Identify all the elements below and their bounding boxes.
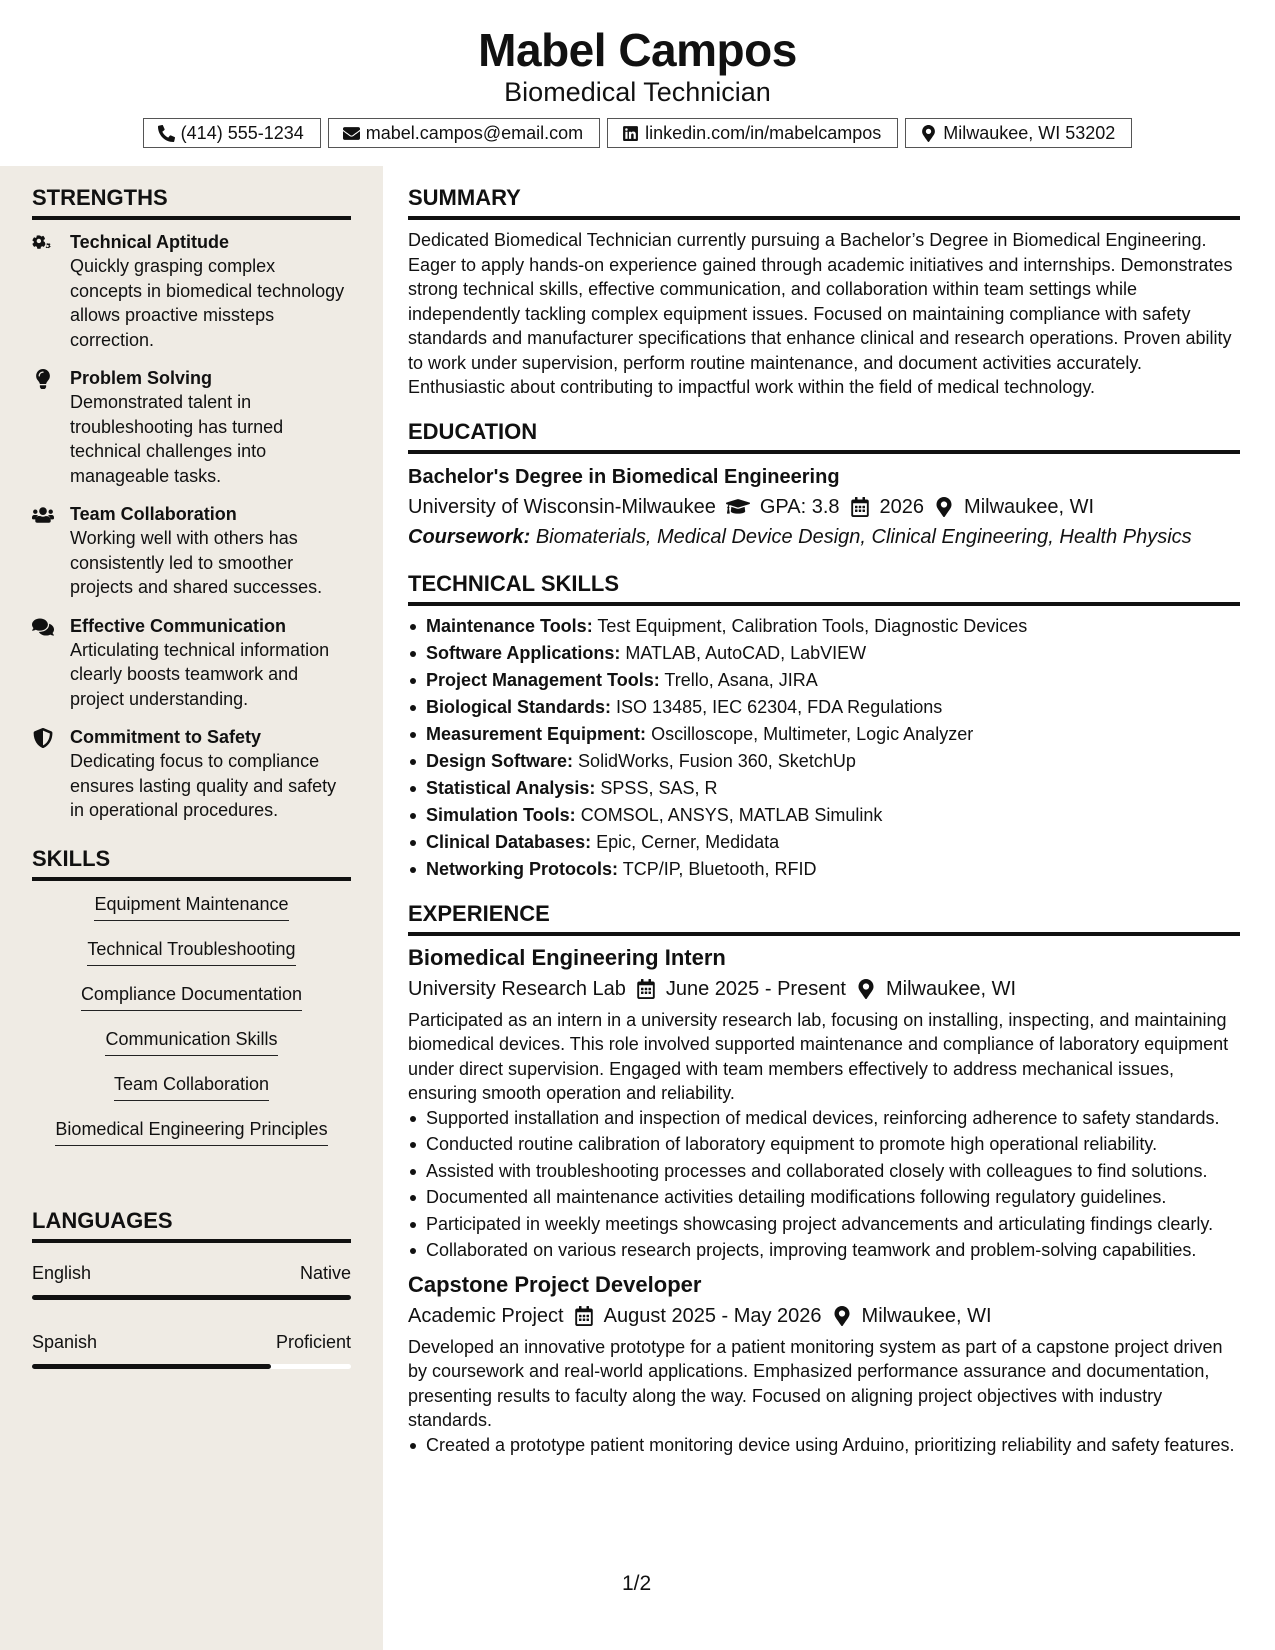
coursework-list: Biomaterials, Medical Device Design, Clinical Engineering, Health Physics (535, 525, 1192, 548)
skill-values: Epic, Cerner, Medidata (596, 832, 780, 853)
resume-header (0, 0, 1275, 166)
job-entry (408, 1271, 1240, 1458)
strength-desc: Quickly grasping complex concepts in biomedical technology allows proactive missteps correction. (70, 256, 345, 350)
strength-title: Problem Solving (70, 368, 213, 388)
experience-heading: EXPERIENCE (408, 900, 1240, 936)
strength-title: Team Collaboration (70, 504, 237, 524)
skill-values: Trello, Asana, JIRA (664, 669, 818, 690)
job-entry (408, 944, 1240, 1263)
page-number: 1/2 (622, 1572, 652, 1595)
skill-tag: Team Collaboration (114, 1071, 269, 1101)
strength-item (32, 614, 351, 712)
contact-location (905, 118, 1132, 148)
list-item (408, 641, 1240, 666)
strength-desc: Dedicating focus to compliance ensures lasting quality and safety in operational procedures. (70, 751, 337, 820)
education-heading: EDUCATION (408, 418, 1240, 454)
graduation-year: 2026 (879, 495, 925, 518)
job-bullets (408, 1433, 1240, 1458)
candidate-title: Biomedical Technician (504, 77, 771, 107)
list-item (408, 695, 1240, 720)
skill-values: SPSS, SAS, R (600, 778, 718, 799)
job-meta (408, 1301, 1240, 1331)
school-name: University of Wisconsin-Milwaukee (408, 495, 716, 518)
job-title: Biomedical Engineering Intern (408, 944, 726, 970)
strength-item (32, 725, 351, 823)
gears-icon (32, 233, 54, 253)
envelope-icon (343, 125, 360, 142)
skill-category: Clinical Databases: (426, 832, 592, 853)
technical-skills-section (408, 570, 1240, 882)
job-org: University Research Lab (408, 977, 626, 1000)
degree-title: Bachelor's Degree in Biomedical Engineering (408, 465, 840, 488)
strength-title: Technical Aptitude (70, 232, 230, 252)
contact-location-text: Milwaukee, WI 53202 (943, 122, 1116, 143)
strength-item (32, 502, 351, 600)
map-pin-icon (832, 1306, 852, 1326)
lightbulb-icon (32, 369, 54, 389)
skills-section (32, 845, 351, 1161)
coursework-label: Coursework: (408, 525, 531, 548)
map-pin-icon (934, 497, 954, 517)
gpa: GPA: 3.8 (759, 495, 840, 518)
job-location: Milwaukee, WI (861, 1304, 992, 1327)
language-level: Native (299, 1262, 351, 1283)
skill-category: Measurement Equipment: (426, 723, 647, 744)
list-item (408, 776, 1240, 801)
language-name: English (32, 1262, 92, 1283)
list-item (408, 614, 1240, 639)
contact-bar (0, 118, 1275, 148)
skill-tag: Compliance Documentation (81, 981, 302, 1011)
users-icon (32, 505, 54, 525)
sidebar (0, 166, 383, 1650)
calendar-icon (850, 497, 870, 517)
job-title: Capstone Project Developer (408, 1271, 702, 1297)
language-proficiency-fill (32, 1295, 351, 1300)
comments-icon (32, 617, 54, 637)
calendar-icon (574, 1306, 594, 1326)
education-meta (408, 492, 1240, 522)
summary-text: Dedicated Biomedical Technician currently pursuing a Bachelor’s Degree in Biomedical Engineering. Eager to apply hands-on experience gained through academic initiatives and internships. Demonstrates strong technical skills, effective communication, and collaboration within team settings while independently tackling complex equipment issues. Focused on maintaining compliance with safety standards and manufacturer specifications that enhance clinical and research operations. Proven ability to work under supervision, perform routine maintenance, and document activities accurately. Enthusiastic about contributing to impactful work within the field of medical technology. (408, 230, 1233, 397)
education-section (408, 418, 1240, 552)
phone-icon (158, 125, 175, 142)
list-item: Assisted with troubleshooting processes and collaborated closely with colleagues to find solutions. (408, 1159, 1240, 1184)
skill-values: SolidWorks, Fusion 360, SketchUp (578, 750, 856, 771)
job-location: Milwaukee, WI (886, 977, 1017, 1000)
strength-title: Commitment to Safety (70, 727, 262, 747)
strengths-list (32, 230, 351, 823)
skill-values: ISO 13485, IEC 62304, FDA Regulations (616, 696, 943, 717)
list-item: Created a prototype patient monitoring device using Arduino, prioritizing reliability and safety features. (408, 1433, 1240, 1458)
job-org: Academic Project (408, 1304, 564, 1327)
languages-heading: LANGUAGES (32, 1207, 351, 1243)
technical-skills-heading: TECHNICAL SKILLS (408, 570, 1240, 606)
skills-heading: SKILLS (32, 845, 351, 881)
skill-category: Maintenance Tools: (426, 615, 593, 636)
skill-category: Project Management Tools: (426, 669, 660, 690)
experience-section (408, 900, 1240, 1458)
summary-heading: SUMMARY (408, 184, 1240, 220)
skill-tag: Equipment Maintenance (94, 891, 288, 921)
contact-phone[interactable] (143, 118, 321, 148)
skills-list (32, 891, 351, 1161)
main-content (408, 166, 1240, 1459)
graduation-cap-icon (726, 497, 750, 517)
job-bullets (408, 1106, 1240, 1263)
skill-category: Design Software: (426, 750, 574, 771)
skill-values: Test Equipment, Calibration Tools, Diagnostic Devices (597, 615, 1028, 636)
list-item (408, 803, 1240, 828)
job-description: Participated as an intern in a university research lab, focusing on installing, inspecting, and maintaining biomedical devices. This role involved supported maintenance and compliance of laboratory equipment under direct supervision. Engaged with team members effectively to address mechanical issues, ensuring smooth operation and reliability. (408, 1009, 1229, 1104)
contact-linkedin-text: linkedin.com/in/mabelcampos (645, 122, 882, 143)
languages-section (32, 1207, 351, 1369)
list-item: Conducted routine calibration of laboratory equipment to promote high operational reliability. (408, 1132, 1240, 1157)
language-proficiency-fill (32, 1364, 271, 1369)
skill-tag: Communication Skills (105, 1026, 277, 1056)
language-item (32, 1330, 351, 1369)
list-item: Documented all maintenance activities detailing modifications following regulatory guidelines. (408, 1185, 1240, 1210)
language-name: Spanish (32, 1331, 98, 1352)
skill-category: Software Applications: (426, 642, 621, 663)
map-pin-icon (856, 979, 876, 999)
list-item: Supported installation and inspection of medical devices, reinforcing adherence to safety standards. (408, 1106, 1240, 1131)
skill-values: MATLAB, AutoCAD, LabVIEW (625, 642, 867, 663)
list-item: Collaborated on various research projects, improving teamwork and problem-solving capabilities. (408, 1238, 1240, 1263)
list-item (408, 668, 1240, 693)
contact-linkedin[interactable] (607, 118, 898, 148)
language-proficiency-bar (32, 1364, 351, 1369)
skill-tag: Biomedical Engineering Principles (55, 1116, 327, 1146)
strength-desc: Demonstrated talent in troubleshooting has turned technical challenges into manageable tasks. (70, 392, 284, 486)
skill-category: Statistical Analysis: (426, 778, 596, 799)
job-dates: June 2025 - Present (665, 977, 846, 1000)
strength-title: Effective Communication (70, 615, 287, 636)
education-location: Milwaukee, WI (964, 495, 1095, 518)
list-item (408, 722, 1240, 747)
skill-tag: Technical Troubleshooting (87, 936, 295, 966)
list-item (408, 857, 1240, 882)
skill-values: Oscilloscope, Multimeter, Logic Analyzer (651, 723, 974, 744)
strength-desc: Articulating technical information clearly boosts teamwork and project understanding. (70, 639, 330, 709)
language-item (32, 1261, 351, 1300)
skill-values: TCP/IP, Bluetooth, RFID (622, 859, 817, 880)
strength-item (32, 366, 351, 488)
coursework (408, 522, 1240, 552)
job-meta (408, 974, 1240, 1004)
skill-category: Biological Standards: (426, 696, 612, 717)
language-proficiency-bar (32, 1295, 351, 1300)
strength-desc: Working well with others has consistently led to smoother projects and shared successes. (70, 528, 323, 597)
job-dates: August 2025 - May 2026 (603, 1304, 822, 1327)
list-item: Participated in weekly meetings showcasing project advancements and articulating findings clearly. (408, 1212, 1240, 1237)
list-item (408, 749, 1240, 774)
contact-email[interactable] (328, 118, 600, 148)
skill-values: COMSOL, ANSYS, MATLAB Simulink (580, 805, 883, 826)
list-item (408, 830, 1240, 855)
technical-skills-list (408, 614, 1240, 882)
strength-item (32, 230, 351, 352)
map-pin-icon (920, 125, 937, 142)
shield-icon (32, 728, 54, 748)
contact-phone-text: (414) 555-1234 (180, 122, 304, 143)
candidate-name: Mabel Campos (478, 24, 797, 76)
skill-category: Networking Protocols: (426, 859, 619, 880)
skill-category: Simulation Tools: (426, 805, 576, 826)
language-level: Proficient (275, 1331, 351, 1352)
linkedin-icon (622, 125, 639, 142)
calendar-icon (636, 979, 656, 999)
job-description: Developed an innovative prototype for a patient monitoring system as part of a capstone project driven by coursework and real-world applications. Emphasized performance assurance and documentation, presenting results to faculty along the way. Focused on aligning project objectives with industry standards. (408, 1336, 1223, 1431)
contact-email-text: mabel.campos@email.com (365, 122, 584, 143)
strengths-heading: STRENGTHS (32, 184, 351, 220)
